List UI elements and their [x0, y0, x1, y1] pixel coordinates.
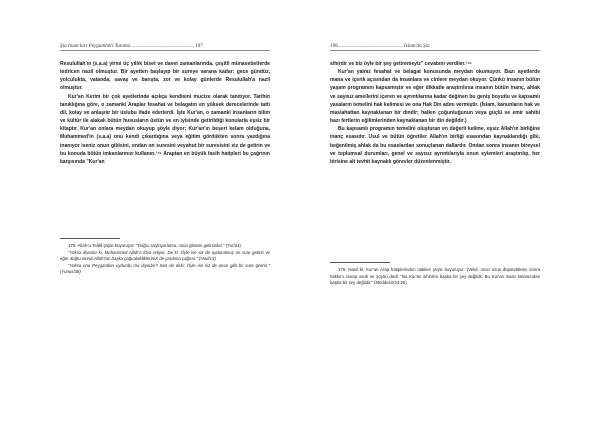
left-footnote: "Yoksa diyorlar ki, Muhammed Allah'a iftira ediyor. De ki: Öyle ise siz de uydurulmuş on sure getirin ve eğer doğru iseniz Allah'tan başka çağırabildiklerinizi de yardıma çağırın." (Hud/13) — [60, 249, 270, 261]
right-footnote: 176- Nasıl ki, Kur'an Arap hatiplerinden nakilen şöyle buyuruyor: (Velid, uzun uzun düşündükten sonra hakkını cevap verdi ve şöyle) dedi: "Bu Kur'an sihirden başka bir şey değildir. Bu Kur'an insan kelamından başka bir şey değildir." (Müddesir/24-25) — [330, 267, 540, 285]
left-footnotes — [60, 243, 270, 276]
left-paragraph: Resulullah'ın (s.a.a) yirmi üç yıllık biset ve davet zamanlarında, çeşitli münasebetlerde tedricen nazil olmuştur. Bir ayetten başlayıp bir sureye varana kadar; gece gündüz, yolculukta, vatanda, savaş ve barışta, zor ve kolay günlerde Resulullah'a nazil olmuştur. — [60, 61, 270, 92]
right-running-header — [330, 43, 540, 51]
left-running-header — [60, 43, 270, 51]
right-page — [330, 0, 540, 424]
right-paragraph: Kur'an yalnız fesahat ve belagat konusunda meydan okumuyor. Bazı ayetlerde mana ve içerik açısından da insanlara ve cinlere meydan okuyor. Çünkü insanın bütün yaşam programını kapsamıştır ve eğer dikkatle araştırılırsa insanın bütün inanç, ahlak ve sayısız amellerini içeren ve ayrıntılarına kadar değinen bu geniş boyutlu ve kapsamlı yasaların temelini hak kelimesi ve ona Hak Din adını vermiştir. (İslam, kanunların hak ve maslahattan kaynaklanan bir dindir; halkın çoğunluğunun veya güçlü ve emir sahibi bazı fertlerin eğilimlerinden kaynaklanan bir din değildir.) — [330, 69, 540, 125]
left-body-text — [60, 60, 270, 166]
right-footnote-rule — [330, 262, 390, 263]
right-body-text — [330, 60, 540, 166]
left-page-number: 197 — [195, 43, 203, 49]
right-page-number: 198 — [330, 43, 338, 49]
right-paragraph: sihirdir ve biz öyle bir şey getiremeyiz" cevabını verdiler.¹⁷⁶ — [330, 61, 472, 67]
left-page — [60, 0, 270, 424]
left-footnote: "Yoksa onu Peygamber uydurdu mu diyorlar? Sen de deki: Öyle ise siz de onun gibi bir sure getirin." (Yunus/38) — [60, 262, 270, 274]
left-paragraph: Kur'an Kerim bir çok ayetlerinde açıkça kendisini mucize olarak tanıtıyor. Tarihin tanıklığına göre, o zamanki Araplar fesahat ve belagatın en yüksek derecelerinde tattı dil, kolay ve anlaşılır bir üslubu ifade ederlerdi. İşte Kur'an, o zamanki insanların bilim ve kültür ile alakalı bütün hususların üstün ve en iyisinde getirildiği konularla eşsiz bir kitaptır. Kur'an onlara meydan okuyup şöyle diyor; Kur'an'ın beşeri kelam olduğuna, Muhammed'in (s.a.a) onu kendi çıkardığına veya eğitim gördükten sonra yazdığına inanıyor iseniz onun gibisini, ondan on suresini veyahut bir suresisini siz de getirin ve bu konuda bütün imkanlarınızı kullanın.¹⁷⁵ Araptan en büyük fasih hatipleri bu çağrının karşısında "Kur'an — [60, 93, 270, 165]
right-header-title: ................................................. İslam'da Şia — [339, 43, 430, 49]
left-header-title: Şia İnancları Peygamberi Tanıma ................................................ — [60, 43, 194, 49]
left-footnote: 175- Allah-u Teâlâ şöyle buyuruyor: "Doğru söylüyorlarsa, onun gibisini getirsinler." (Tur/34) — [68, 243, 241, 248]
right-paragraph: Bu kapsamlı programın temelini oluşturan en değerli kelime, eşsiz Allah'ın birliğine inanç esasıdır. Usul ve bütün öğretiler Allah'ın birliği esasından kaynaklandığı gibi, beğenilmiş ahlak da bu esaslardan sonuçlanan dallardır. Ondan sonra insanın bireysel ve toplumsal durumları, genel ve sayısız ayrıntılarıyla onun eylemleri araştırılıp, her birisine alt tevhit kaynaklı görevler düzenlenmiştir. — [330, 126, 540, 165]
left-footnote-rule — [60, 238, 120, 239]
right-footnotes — [330, 267, 540, 287]
